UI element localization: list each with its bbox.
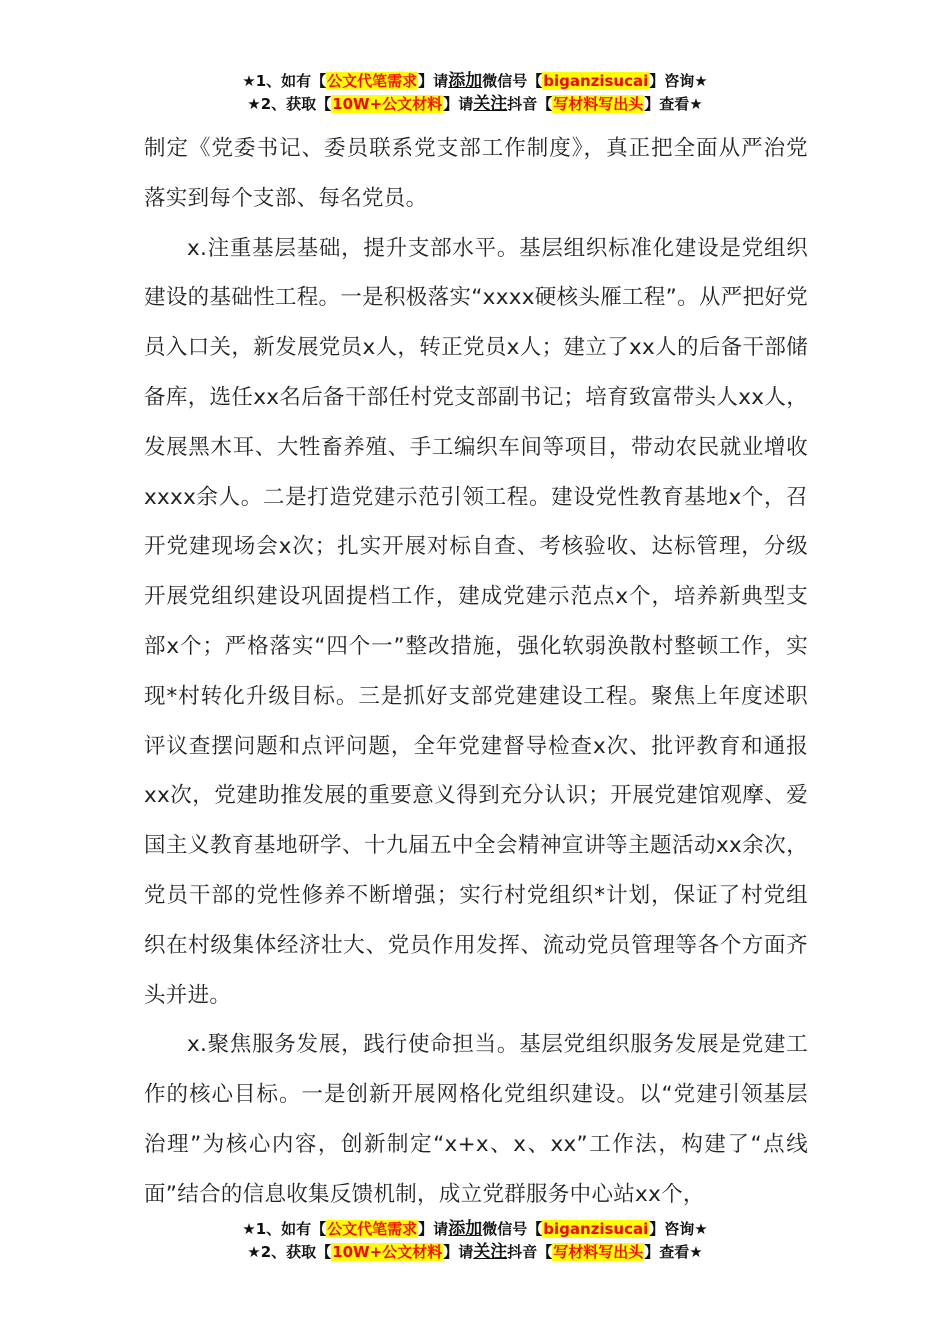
banner-text: 微信号【	[482, 1220, 543, 1238]
paragraph: x.聚焦服务发展，践行使命担当。基层党组织服务发展是党建工作的核心目标。一是创新开展网格化党组织建设。以“党建引领基层治理”为核心内容，创新制定“x+x、x、xx”工作法，构建了“点线面”结合的信息收集反馈机制，成立党群服务中心站xx个，	[144, 1032, 808, 1207]
banner-highlight: 10W+公文材料	[332, 1243, 443, 1261]
banner-text: 】请	[443, 95, 474, 113]
banner-highlight: biganzisucai	[543, 1220, 649, 1238]
banner-line-2	[0, 93, 950, 116]
banner-text: ★2、获取【	[247, 1243, 332, 1261]
banner-text: ★2、获取【	[247, 95, 332, 113]
banner-underline: 关注	[473, 94, 508, 114]
banner-text: 抖音【	[507, 1243, 553, 1261]
paragraph: 制定《党委书记、委员联系党支部工作制度》，真正把全面从严治党落实到每个支部、每名党员。	[144, 136, 808, 211]
banner-line-1	[0, 1218, 950, 1241]
banner-text: 】查看★	[644, 1243, 703, 1261]
banner-text: 】咨询★	[649, 72, 708, 90]
banner-line-2	[0, 1241, 950, 1264]
banner-text: 】请	[418, 1220, 449, 1238]
banner-line-1	[0, 70, 950, 93]
banner-highlight: biganzisucai	[543, 72, 649, 90]
banner-text: 抖音【	[507, 95, 553, 113]
banner-highlight: 写材料写出头	[553, 1243, 644, 1261]
banner-text: ★1、如有【	[242, 1220, 327, 1238]
banner-text: ★1、如有【	[242, 72, 327, 90]
banner-highlight: 写材料写出头	[553, 95, 644, 113]
banner-highlight: 10W+公文材料	[332, 95, 443, 113]
footer-banner	[0, 1218, 950, 1264]
banner-highlight: 公文代笔需求	[327, 1220, 418, 1238]
paragraph: x.注重基层基础，提升支部水平。基层组织标准化建设是党组织建设的基础性工程。一是积极落实“xxxx硬核头雁工程”。从严把好党员入口关，新发展党员x人，转正党员x人；建立了xx人的后备干部储备库，选任xx名后备干部任村党支部副书记；培育致富带头人xx人，发展黑木耳、大牲畜养殖、手工编织车间等项目，带动农民就业增收xxxx余人。二是打造党建示范引领工程。建设党性教育基地x个，召开党建现场会x次；扎实开展对标自查、考核验收、达标管理，分级开展党组织建设巩固提档工作，建成党建示范点x个，培养新典型支部x个；严格落实“四个一”整改措施，强化软弱涣散村整顿工作，实现*村转化升级目标。三是抓好支部党建建设工程。聚焦上年度述职评议查摆问题和点评问题，全年党建督导检查x次、批评教育和通报xx次，党建助推发展的重要意义得到充分认识；开展党建馆观摩、爱国主义教育基地研学、十九届五中全会精神宣讲等主题活动xx余次，党员干部的党性修养不断增强；实行村党组织*计划，保证了村党组织在村级集体经济壮大、党员作用发挥、流动党员管理等各个方面齐头并进。	[144, 235, 808, 1008]
banner-highlight: 公文代笔需求	[327, 72, 418, 90]
banner-text: 】查看★	[644, 95, 703, 113]
banner-text: 】请	[418, 72, 449, 90]
document-body	[144, 124, 808, 1220]
banner-text: 】咨询★	[649, 1220, 708, 1238]
banner-underline: 添加	[448, 71, 483, 91]
banner-text: 微信号【	[482, 72, 543, 90]
banner-underline: 添加	[448, 1219, 483, 1239]
header-banner	[0, 70, 950, 116]
banner-underline: 关注	[473, 1242, 508, 1262]
banner-text: 】请	[443, 1243, 474, 1261]
